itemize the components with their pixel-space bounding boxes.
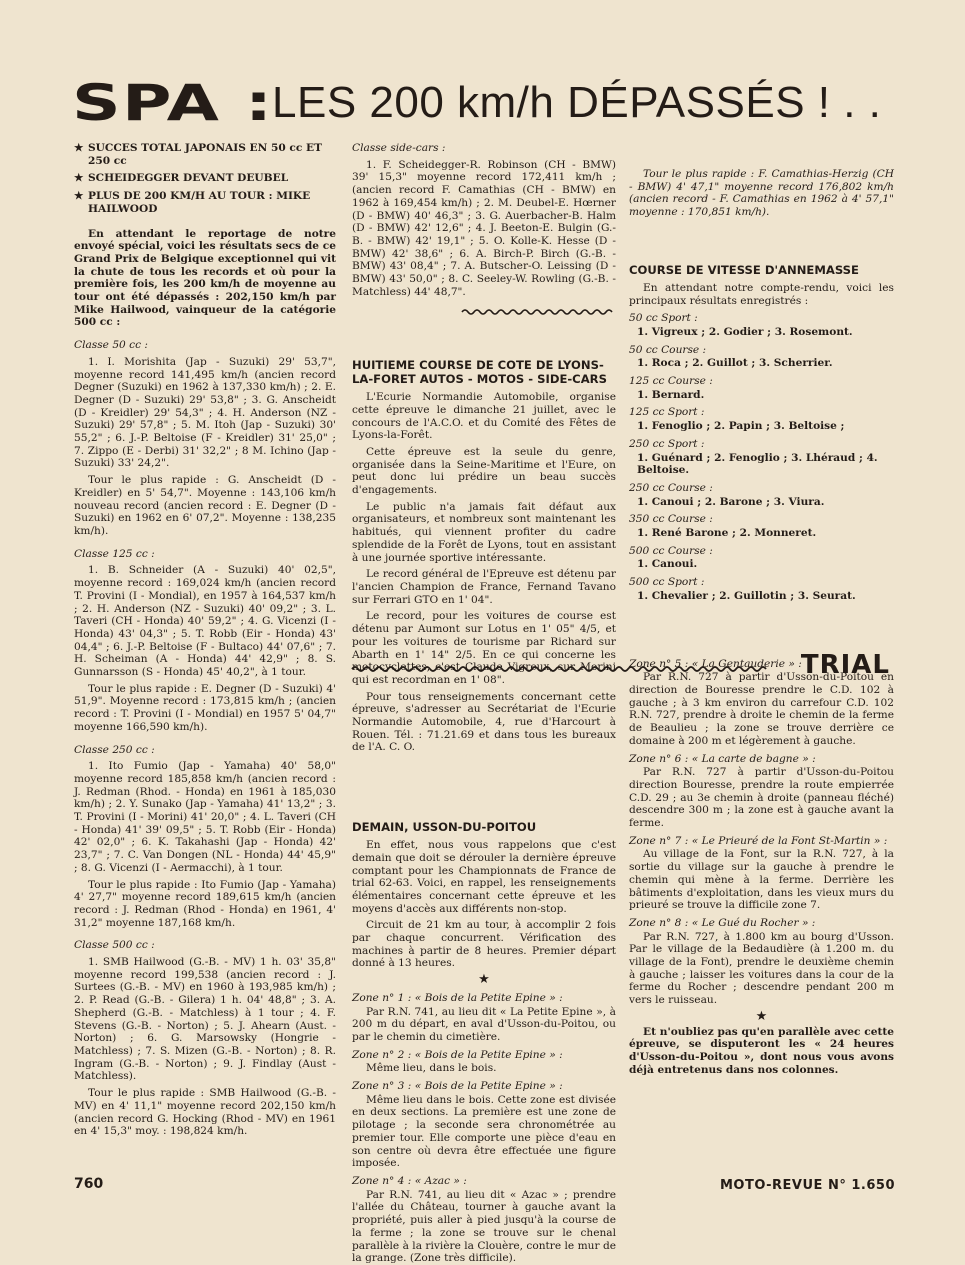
- zone-heading: Zone n° 1 : « Bois de la Petite Epine » :: [352, 991, 563, 1004]
- paragraph: Le record général de l'Epreuve est détenu par l'ancien Champion de France, Fernand Tavano sur Ferrari GTO en 1' 04".: [352, 568, 616, 606]
- column-1: [74, 142, 336, 1192]
- zone-text: Par R.N. 741, au lieu dit « La Petite Epine », à 200 m du départ, en aval d'Usson-du-Poitou, ou par le chemin du cimetière.: [352, 1005, 616, 1043]
- fastest-lap: Tour le plus rapide : SMB Hailwood (G.-B. - MV) en 4' 11,1" moyenne record 202,150 km/h (ancien record G. Hocking (Rhod - MV) en 1961 en 4' 15,3" moy. : 198,824 km/h.: [74, 1087, 336, 1138]
- paragraph: Le public n'a jamais fait défaut aux organisateurs, et nombreux sont maintenant les habitués, qui viennent profiter du cadre splendide de la Forêt de Lyons, tout en assistant à une journée sportive intéressante.: [352, 500, 616, 564]
- bullet-item: ★ PLUS DE 200 KM/H AU TOUR : MIKE HAILWOOD: [74, 190, 311, 215]
- paragraph: En attendant notre compte-rendu, voici les principaux résultats enregistrés :: [629, 281, 894, 307]
- class-heading: Classe 250 cc :: [74, 743, 155, 756]
- magazine-issue: MOTO-REVUE N° 1.650: [720, 1178, 895, 1193]
- race-results: 1. Vigreux ; 2. Godier ; 3. Rosemont.: [637, 325, 853, 338]
- race-class: 125 cc Course :: [629, 375, 713, 388]
- headline: [72, 74, 912, 134]
- zone-text: Par R.N. 741, au lieu dit « Azac » ; prendre l'allée du Château, tourner à gauche avant la propriété, puis aller à pied jusqu'à la course de la ferme ; la zone se trouve sur le chenal parallèle à la rivière la Clouère, contre le mur de la grange. (Zone très difficile).: [352, 1188, 616, 1265]
- class-heading: Classe 50 cc :: [74, 339, 148, 352]
- paragraph: L'Ecurie Normandie Automobile, organise cette épreuve le dimanche 21 juillet, avec le concours de l'A.C.O. et du Comité des Fêtes de Lyons-la-Forêt.: [352, 391, 616, 442]
- race-class: 50 cc Sport :: [629, 312, 698, 325]
- race-class: 500 cc Course :: [629, 544, 713, 557]
- intro-paragraph: En attendant le reportage de notre envoyé spécial, voici les résultats secs de ce Grand Prix de Belgique exceptionnel qui vit la chute de tous les records et où pour la première fois, les 200 km/h de moyenne au tour ont été dépassés : 202,150 km/h par Mike Hailwood, vainqueur de la catégorie 500 cc :: [74, 227, 336, 329]
- zone-heading: Zone n° 8 : « Le Gué du Rocher » :: [629, 916, 816, 929]
- zone-heading: Zone n° 6 : « La carte de bagne » :: [629, 752, 816, 765]
- fastest-lap: Tour le plus rapide : G. Anscheidt (D - Kreidler) en 5' 54,7". Moyenne : 143,106 km/h nouveau record (ancien record : E. Degner (D - Suzuki) en 1962 en 6' 07,2". Moyenne : 138,235 km/h).: [74, 474, 336, 537]
- race-class: 50 cc Course :: [629, 343, 707, 356]
- section-title-lyons: HUITIEME COURSE DE COTE DE LYONS-LA-FORET AUTOS - MOTOS - SIDE-CARS: [352, 358, 607, 387]
- trial-banner-title: TRIAL: [800, 650, 890, 680]
- section-title-usson: DEMAIN, USSON-DU-POITOU: [352, 820, 537, 835]
- closing-paragraph: Et n'oubliez pas qu'en parallèle avec cette épreuve, se disputeront les « 24 heures d'Usson-du-Poitou », dont nous vous avons déjà entretenus dans nos colonnes.: [629, 1025, 894, 1076]
- race-results: 1. Bernard.: [637, 388, 705, 401]
- race-results: 1. Canoui.: [637, 558, 698, 571]
- race-class: 250 cc Sport :: [629, 437, 705, 450]
- paragraph: En effet, nous vous rappelons que c'est demain que doit se dérouler la dernière épreuve comptant pour les Championnats de France de trial 62-63. Voici, en rappel, les renseignements élémentaires concernant cette épreuve et les moyens d'accès aux différents non-stop.: [352, 839, 616, 915]
- star-icon: ★: [755, 1008, 768, 1024]
- star-icon: ★: [74, 172, 84, 185]
- wavy-divider: [352, 664, 772, 674]
- star-icon: ★: [478, 972, 490, 988]
- sidecar-results: 1. F. Scheidegger-R. Robinson (CH - BMW) 39' 15,3" moyenne record 172,411 km/h ; (ancien record F. Camathias (CH - BMW) en 1962 à 169,454 km/h) ; 2. M. Deubel-E. Hœrner (D - BMW) 40' 46,3" ; 3. G. Auerbacher-B. Halm (D - BMW) 42' 12,6" ; 4. J. Beeton-E. Bulgin (G.-B. - BMW) 42' 19,1" ; 5. O. Kolle-K. Hesse (D - BMW) 42' 38,6" ; 6. A. Birch-P. Birch (G.-B. - BMW) 43' 08,4" ; 7. A. Butscher-O. Leissing (D - BMW) 43' 50,0" ; 8. C. Seeley-W. Rowling (G.-B. - Matchless) 44' 48,7".: [352, 158, 616, 298]
- results-paragraph: 1. Ito Fumio (Jap - Yamaha) 40' 58,0" moyenne record 185,858 km/h (ancien record : J. Redman (Rhod. - Honda) en 1961 à 185,030 km/h) ; 2. Y. Sunako (Jap - Yamaha) 41' 13,2" ; 3. T. Provini (I - Morini) 41' 20,0" ; 4. L. Taveri (CH - Honda) 41' 39' 09,5" ; 5. T. Robb (Eir - Honda) 42' 02,0" ; 6. K. Takahashi (Jap - Honda) 42' 23,7" ; 7. C. Van Dongen (NL - Honda) 44' 45,9" ; 8. G. Vicenzi (I - Aermacchi), à 1 tour.: [74, 760, 336, 874]
- fastest-lap: Tour le plus rapide : E. Degner (D - Suzuki) 4' 51,9". Moyenne record : 173,815 km/h ; (ancien record : T. Provini (I - Mondial) en 1957 5' 04,7" moyenne 166,590 km/h).: [74, 682, 336, 733]
- zone-text: Même lieu dans le bois. Cette zone est divisée en deux sections. La première est une zone de pilotage ; la seconde sera chronométrée au premier tour. Elle comporte une pièce d'eau en son centre où devra être effectuée une figure imposée.: [352, 1093, 616, 1170]
- race-class: 500 cc Sport :: [629, 576, 705, 589]
- zone-heading: Zone n° 3 : « Bois de la Petite Epine » :: [352, 1080, 563, 1093]
- headline-text: LES 200 km/h DÉPASSÉS ! . .: [272, 78, 882, 127]
- zone-text: Même lieu, dans le bois.: [366, 1062, 497, 1075]
- headline-brand: SPA :: [72, 74, 274, 132]
- section-title-annemasse: COURSE DE VITESSE D'ANNEMASSE: [629, 262, 859, 277]
- race-results: 1. René Barone ; 2. Monneret.: [637, 527, 817, 540]
- results-paragraph: 1. SMB Hailwood (G.-B. - MV) 1 h. 03' 35,8" moyenne record 199,538 (ancien record : J. Surtees (G.-B. - MV) en 1960 à 193,985 km/h) ; 2. P. Read (G.-B. - Gilera) 1 h. 04' 48,8" ; 3. A. Shepherd (G.-B. - Matchless) à 1 tour ; 4. F. Stevens (G.-B. - Norton) ; 5. J. Ahearn (Aust. - Norton) ; 6. G. Marsowsky (Hongrie - Matchless) ; 7. S. Mizen (G.-B. - Norton) ; 8. R. Ingram (G.-B. - Norton) ; 9. J. Findlay (Aust - Matchless).: [74, 956, 336, 1083]
- zone-text: Par R.N. 727, à 1.800 km au bourg d'Usson. Par le village de la Bedaudière (à 1.200 m. du village de la Font), prendre le deuxième chemin à gauche ; laisser les voitures dans la cour de la ferme du Rocher ; descendre pendant 200 m vers le ruisseau.: [629, 930, 894, 1007]
- race-class: 350 cc Course :: [629, 513, 713, 526]
- race-results: 1. Canoui ; 2. Barone ; 3. Viura.: [637, 495, 825, 508]
- zone-text: Par R.N. 727 à partir d'Usson-du-Poitou direction Bouresse, prendre la route empierrée C.D. 29 ; au 3e chemin à droite (panneau fléché) descendre 300 m ; la zone est à gauche avant la ferme.: [629, 766, 894, 830]
- zone-heading: Zone n° 5 : « La Gentauderie » :: [629, 657, 802, 670]
- zone-text: Au village de la Font, sur la R.N. 727, à la sortie du village sur la gauche à prendre le chemin qui mène à la ferme. Derrière les bâtiments d'exploitation, dans les vieux murs du prieuré se trouve la difficile zone 7.: [629, 848, 894, 912]
- bullet-item: ★ SCHEIDEGGER DEVANT DEUBEL: [74, 172, 289, 185]
- paragraph: Le record, pour les voitures de course est détenu par Aumont sur Lotus en 1' 05" 4/5, et pour les voitures de tourisme par Richard sur Abarth en 1' 14" 2/5. En ce qui concerne les motocyclettes, c'est Claude Vigreux, sur Morini qui est recordman en 1' 08".: [352, 610, 616, 686]
- race-class: 250 cc Course :: [629, 481, 713, 494]
- class-heading: Classe 500 cc :: [74, 939, 155, 952]
- page-number: 760: [74, 1176, 104, 1192]
- race-results: 1. Guénard ; 2. Fenoglio ; 3. Lhéraud ; 4. Beltoise.: [637, 451, 878, 477]
- zone-heading: Zone n° 4 : « Azac » :: [352, 1175, 467, 1187]
- trial-banner: [352, 650, 890, 684]
- paragraph: Cette épreuve est la seule du genre, organisée dans la Seine-Maritime et l'Eure, on peut donc lui prédire un beau succès d'engagements.: [352, 445, 616, 497]
- race-class: 125 cc Sport :: [629, 406, 705, 419]
- class-heading: Classe side-cars :: [352, 142, 446, 154]
- paragraph: Pour tous renseignements concernant cette épreuve, s'adresser au Secrétariat de l'Ecurie Normandie Automobile, 4, rue d'Harcourt à Rouen. Tél. : 71.21.69 et dans tous les bureaux de l'A. C. O.: [352, 690, 616, 754]
- bullet-item: ★ SUCCES TOTAL JAPONAIS EN 50 cc ET 250 cc: [74, 142, 322, 167]
- star-icon: ★: [74, 190, 84, 203]
- wavy-divider: [462, 308, 616, 316]
- race-results: 1. Roca ; 2. Guillot ; 3. Scherrier.: [637, 357, 833, 370]
- paragraph: Circuit de 21 km au tour, à accomplir 2 fois par chaque concurrent. Vérification des machines à partir de 8 heures. Premier départ donné à 13 heures.: [352, 919, 616, 970]
- fastest-lap: Tour le plus rapide : Ito Fumio (Jap - Yamaha) 4' 27,7" moyenne record 189,615 km/h (ancien record : J. Redman (Rhod - Honda) en 1961, 4' 31,2" moyenne 187,168 km/h.: [74, 878, 336, 929]
- class-heading: Classe 125 cc :: [74, 547, 155, 560]
- star-icon: ★: [74, 142, 84, 154]
- sidecar-fastest-lap: Tour le plus rapide : F. Camathias-Herzig (CH - BMW) 4' 47,1" moyenne record 176,802 km/h (ancien record - F. Camathias en 1962 à 4' 57,1" moyenne : 170,851 km/h).: [629, 168, 894, 219]
- zone-text: Par R.N. 727 à partir d'Usson-du-Poitou en direction de Bouresse prendre le C.D. 102 à gauche ; à 3 km environ du carrefour C.D. 102 R.N. 727, prendre à droite le chemin de la ferme de Beaulieu ; la zone se trouve derrière ce domaine à 200 m et légèrement à gauche.: [629, 671, 894, 747]
- zone-heading: Zone n° 7 : « Le Prieuré de la Font St-Martin » :: [629, 834, 888, 847]
- results-paragraph: 1. B. Schneider (A - Suzuki) 40' 02,5", moyenne record : 169,024 km/h (ancien record T. Provini (I - Mondial), en 1957 à 164,537 km/h ; 2. H. Anderson (NZ - Suzuki) 40' 09,2" ; 3. L. Taveri (CH - Honda) 40' 59,2" ; 4. G. Vicenzi (I - Honda) 43' 04,3" ; 5. T. Robb (Eir - Honda) 43' 04,4" ; 6. J.-P. Beltoise (F - Bultaco) 44' 07,6" ; 7. H. Scheiman (A - Honda) 44' 42,9" ; 8. S. Gunnarsson (S - Honda) 45' 40,2", à 1 tour.: [74, 564, 336, 679]
- results-paragraph: 1. I. Morishita (Jap - Suzuki) 29' 53,7", moyenne record 141,495 km/h (ancien record Degner (Suzuki) en 1962 à 137,330 km/h) ; 2. E. Degner (D - Suzuki) 29' 53,8" ; 3. G. Anscheidt (D - Kreidler) 29' 54,3" ; 4. H. Anderson (NZ - Suzuki) 29' 57,8" ; 5. M. Itoh (Jap - Suzuki) 30' 55,2" ; 6. J.-P. Beltoise (F - Kreidler) 31' 25,0" ; 7. Zippo (E - Derbi) 31' 32,2" ; 8 M. Ichino (Jap - Suzuki) 33' 24,2".: [74, 355, 336, 470]
- zone-heading: Zone n° 2 : « Bois de la Petite Epine » :: [352, 1048, 563, 1061]
- race-results: 1. Fenoglio ; 2. Papin ; 3. Beltoise ;: [637, 420, 845, 433]
- race-results: 1. Chevalier ; 2. Guillotin ; 3. Seurat.: [637, 589, 856, 602]
